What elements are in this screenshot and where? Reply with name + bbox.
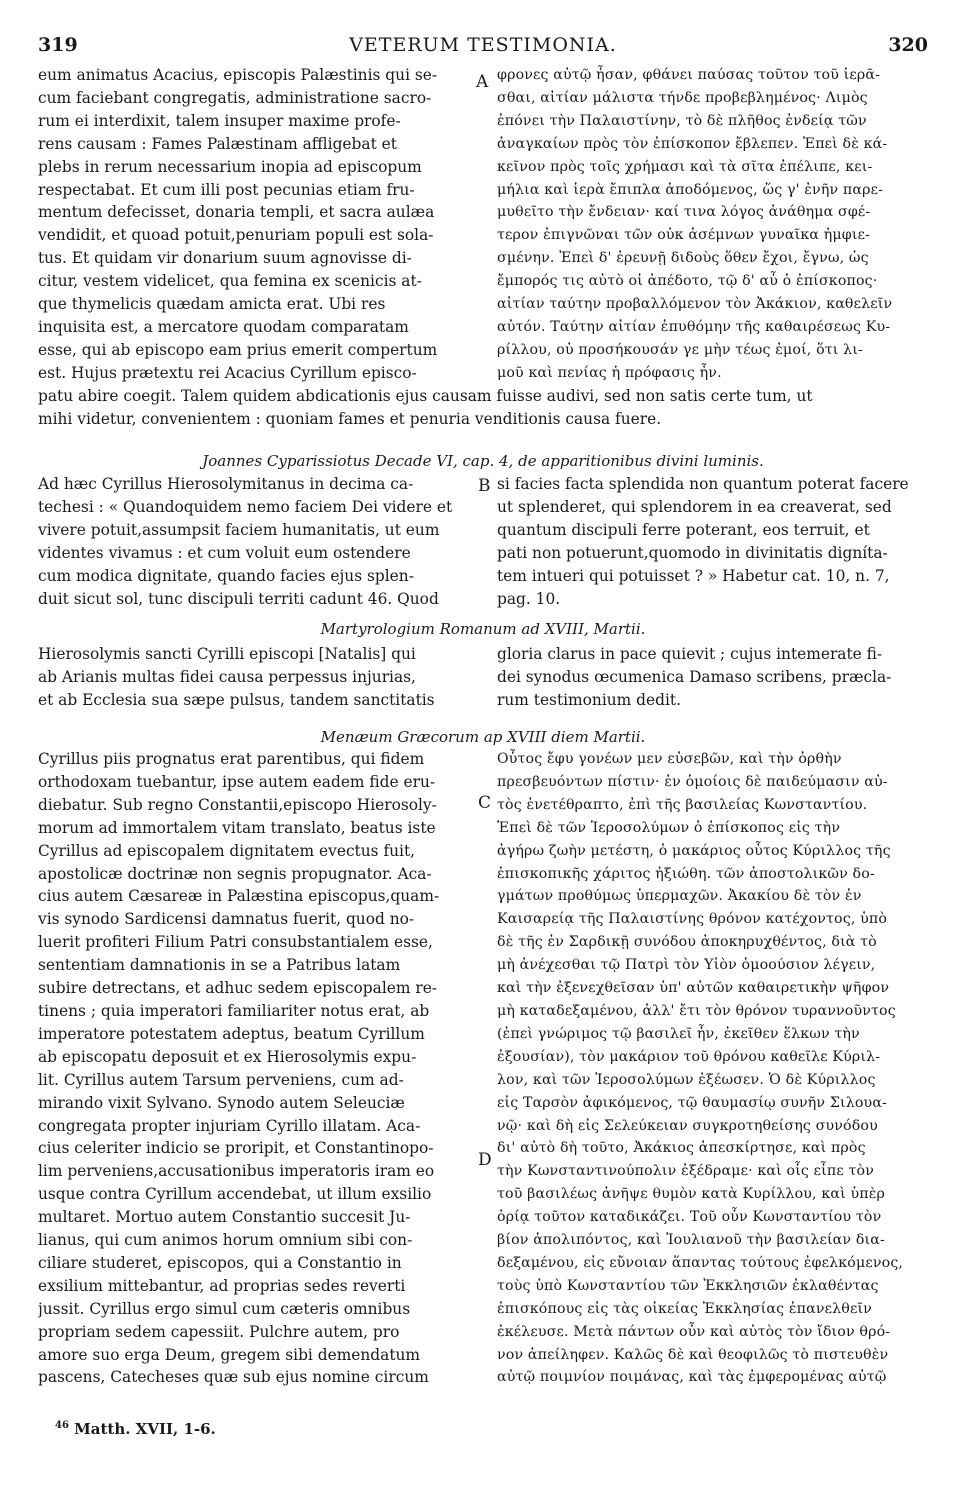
text-line: Ad hæc Cyrillus Hierosolymitanus in decima ca-: [38, 475, 414, 493]
footnote: [55, 1420, 216, 1438]
text-line: μὴ καταδεξαμένου, ἀλλ' ἔτι τὸν θρόνον τυραννοῦντος: [497, 1002, 896, 1019]
text-line: κεῖνον πρὸς τοῖς χρήμασι καὶ τὰ σῖτα ἐπέλιπε, κει-: [497, 158, 873, 175]
text-line: φρονες αὐτῷ ἦσαν, φθάνει παύσας τοῦτον τοῦ ἱερᾶ-: [497, 67, 881, 83]
text-line: diebatur. Sub regno Constantii,episcopo Hierosoly-: [38, 795, 437, 814]
text-line: vendidit, et quoad potuit,penuriam populi est sola-: [38, 226, 434, 245]
section2-right-column: [497, 473, 928, 610]
margin-marker-a: A: [476, 72, 489, 92]
text-line: Cyrillus ad episcopalem dignitatem evectus fuit,: [38, 841, 416, 860]
text-line: amore suo erga Deum, gregem sibi demendatum: [38, 1345, 421, 1364]
text-line: exsilium mittebantur, ad proprias sedes reverti: [38, 1276, 406, 1295]
text-line: ὁρίᾳ τοῦτον καταδικάζει. Τοῦ οὖν Κωνσταντίου τὸν: [497, 1209, 882, 1226]
text-line: σμένην. Ἐπεὶ δ' ἐρευνῇ διδοὺς ὅθεν ἔχοι, ἔγνω, ὡς: [497, 250, 869, 267]
text-line: νον ἀπείληφεν. Καλῶς δὲ καὶ θεοφιλῶς τὸ πιστευθὲν: [497, 1346, 889, 1363]
text-line: lit. Cyrillus autem Tarsum perveniens, cum ad-: [38, 1070, 404, 1089]
text-line: ἐπόνει τὴν Παλαιστίνην, τὸ δὲ πλῆθος ἐνδείᾳ τῶν: [497, 112, 867, 129]
text-line: σθαι, αἰτίαν μάλιστα τήνδε προβεβλημένος· Λιμὸς: [497, 89, 868, 106]
text-line: αὐτόν. Ταύτην αἰτίαν ἐπυθόμην τῆς καθαιρέσεως Κυ-: [497, 318, 891, 335]
text-line: sententiam damnationis in se a Patribus latam: [38, 956, 401, 975]
footnote-number: 46: [55, 1420, 69, 1431]
text-line: lianus, qui cum animos horum omnium sibi con-: [38, 1231, 413, 1250]
text-line: luerit profiteri Filium Patri consubstantialem esse,: [38, 933, 433, 952]
text-line: μὴ ἀνέχεσθαι τῷ Πατρὶ τὸν Υἱὸν ὁμοούσιον λέγειν,: [497, 957, 876, 974]
margin-marker-b: B: [478, 476, 491, 496]
text-line: esse, qui ab episcopo eam prius emerit compertum: [38, 340, 438, 359]
text-line: pati non potuerunt,quomodo in divinitatis digníta-: [497, 543, 888, 562]
text-line: ἀγήρω ζωὴν μετέστη, ὁ μακάριος οὗτος Κύριλλος τῆς: [497, 842, 891, 859]
text-line: ciliare studeret, episcopos, qui a Constantio in: [38, 1253, 402, 1272]
text-line: vivere potuit,assumpsit faciem humanitatis, ut eum: [38, 520, 440, 539]
text-line: patu abire coegit. Talem quidem abdicationis ejus causam fuisse audivi, sed non satis certe tum, ut: [38, 387, 813, 405]
text-line: τερον ἐπιγνῶναι τῶν οὐκ ἀσέμνων γυναῖκα ἠμφιε-: [497, 227, 871, 244]
text-line: respectabat. Et cum illi post pecunias etiam fru-: [38, 180, 415, 199]
text-line: δι' αὐτὸ δὴ τοῦτο, Ἀκάκιος ἀπεσκίρτησε, καὶ πρὸς: [497, 1140, 866, 1157]
text-line: εἰς Ταρσὸν ἀφικόμενος, τῷ θαυμασίῳ συνῆν Σιλουα-: [497, 1094, 887, 1111]
text-line: tem intueri qui potuisset ? » Habetur cat. 10, n. 7,: [497, 566, 890, 585]
page-number-left: 319: [38, 34, 78, 56]
text-line: inquisita est, a mercatore quodam comparatam: [38, 317, 409, 336]
text-line: orthodoxam tuebantur, ipse autem eadem fide eru-: [38, 772, 436, 791]
text-line: cius autem Cæsareæ in Palæstina episcopus,quam-: [38, 887, 440, 906]
running-header: [38, 34, 928, 62]
text-line: mihi videtur, convenientem : quoniam fames et penuria venditionis causa fuere.: [38, 409, 662, 428]
text-line: gloria clarus in pace quievit ; cujus intemerate fi-: [497, 645, 883, 663]
text-line: ἐπισκόπους εἰς τὰς οἰκείας Ἐκκλησίας ἐπανελθεῖν: [497, 1300, 872, 1317]
section3-left-column: [38, 643, 473, 712]
text-line: cius celeriter indicio se proripit, et Constantinopo-: [38, 1139, 434, 1158]
text-line: citur, vestem videlicet, qua femina ex scenicis at-: [38, 272, 422, 291]
section1-latin-column: [38, 64, 473, 385]
text-line: δεξαμένου, εἰς εὔνοιαν ἅπαντας τούτους ἐφελκόμενος,: [497, 1254, 904, 1271]
text-line: Καισαρείᾳ τῆς Παλαιστίνης θρόνον κατέχοντος, ὑπὸ: [497, 911, 888, 928]
text-line: imperatore potestatem adeptus, beatum Cyrillum: [38, 1024, 425, 1043]
section2-heading: Joannes Cyparissiotus Decade VI, cap. 4, de apparitionibus divini luminis.: [202, 452, 764, 470]
text-line: μήλια καὶ ἱερὰ ἔπιπλα ἀποδόμενος, ὥς γ' ἐνῆν παρε-: [497, 181, 884, 198]
text-line: pag. 10.: [497, 589, 561, 608]
section3-right-column: [497, 643, 928, 712]
text-line: γμάτων προθύμως ὑπερμαχῶν. Ἀκακίου δὲ τὸν ἐν: [497, 888, 862, 905]
text-line: ἐπισκοπικῆς χάριτος ἠξιώθη. τῶν ἀποστολικῶν δο-: [497, 865, 875, 882]
text-line: Hierosolymis sancti Cyrilli episcopi [Natalis] qui: [38, 645, 416, 663]
section1-full-width-text: [38, 385, 928, 431]
text-line: multaret. Mortuo autem Constantio succesit Ju-: [38, 1208, 411, 1227]
text-line: rum testimonium dedit.: [497, 690, 681, 709]
text-line: mentum defecisset, donaria templi, et sacra aulæa: [38, 203, 435, 222]
text-line: ἔμπορός τις αὐτὸ οἱ ἀπέδοτο, τῷ δ' αὖ ὁ ἐπίσκοπος·: [497, 273, 878, 290]
text-line: μυθεῖτο τὴν ἔνδειαν· καί τινα λόγος ἀνάθημα σφέ-: [497, 204, 871, 221]
text-line: usque contra Cyrillum accendebat, ut illum exsilio: [38, 1185, 432, 1204]
section1-greek-column: [497, 64, 928, 385]
margin-marker-d: D: [478, 1150, 492, 1170]
text-line: ab Arianis multas fidei causa perpessus injurias,: [38, 667, 416, 686]
text-line: νῷ· καὶ δὴ εἰς Σελεύκειαν συγκροτηθείσης συνόδου: [497, 1117, 878, 1134]
text-line: techesi : « Quandoquidem nemo faciem Dei videre et: [38, 497, 453, 516]
text-line: Ἐπεὶ δὲ τῶν Ἱεροσολύμων ὁ ἐπίσκοπος εἰς τὴν: [497, 819, 841, 836]
section4-latin-column: [38, 748, 473, 1389]
text-line: rens causam : Fames Palæstinam affligebat et: [38, 134, 397, 153]
text-line: βίον ἀπολιπόντος, καὶ Ἰουλιανοῦ τὴν βασιλείαν δια-: [497, 1232, 885, 1249]
text-line: ab episcopatu deposuit et ex Hierosolymis expu-: [38, 1047, 417, 1066]
text-line: et ab Ecclesia sua sæpe pulsus, tandem sanctitatis: [38, 690, 435, 709]
text-line: δὲ τῆς ἐν Σαρδικῇ συνόδου ἀποκηρυχθέντος, διὰ τὸ: [497, 934, 877, 951]
running-title: VETERUM TESTIMONIA.: [349, 34, 617, 56]
text-line: morum ad immortalem vitam translato, beatus iste: [38, 818, 436, 837]
text-line: αἰτίαν ταύτην προβαλλόμενον τὸν Ἀκάκιον, καθελεῖν: [497, 296, 893, 313]
text-line: ἀναγκαίων πρὸς τὸν ἐπίσκοπον ἔβλεπεν. Ἐπεὶ δὲ κά-: [497, 135, 888, 152]
text-line: ρίλλου, οὐ προσήκουσάν γε μὴν τέως ἐμοί, ὅτι λι-: [497, 341, 863, 358]
text-line: πρεσβευόντων πίστιν· ἐν ὁμοίοις δὲ παιδεύμασιν αὐ-: [497, 773, 888, 790]
text-line: apostolicæ doctrinæ non segnis propugnator. Aca-: [38, 864, 432, 883]
text-line: propriam sedem capessiit. Pulchre autem, pro: [38, 1322, 400, 1341]
text-line: subire detrectans, et adhuc sedem episcopalem re-: [38, 979, 438, 998]
text-line: eum animatus Acacius, episcopis Palæstinis qui se-: [38, 66, 438, 84]
page-number-right: 320: [888, 34, 928, 56]
text-line: τοὺς ὑπὸ Κωνσταντίου τῶν Ἐκκλησιῶν ἐκλαθέντας: [497, 1277, 879, 1294]
section3-heading: Martyrologium Romanum ad XVIII, Martii.: [320, 620, 646, 638]
text-line: ἐκέλευσε. Μετὰ πάντων οὖν καὶ αὐτὸς τὸν ἴδιον θρό-: [497, 1323, 891, 1340]
text-line: rum ei interdixit, talem insuper maxime profe-: [38, 111, 401, 130]
text-line: congregata propter injuriam Cyrillo illatam. Aca-: [38, 1116, 421, 1135]
text-line: τοῦ βασιλέως ἀνῆψε θυμὸν κατὰ Κυρίλλου, καὶ ὑπὲρ: [497, 1186, 885, 1203]
section4-heading: Menæum Græcorum ap XVIII diem Martii.: [320, 728, 646, 746]
text-line: Cyrillus piis prognatus erat parentibus, qui fidem: [38, 750, 425, 768]
text-line: λον, καὶ τῶν Ἱεροσολύμων ἐξέωσεν. Ὁ δὲ Κύριλλος: [497, 1071, 876, 1088]
section2-left-column: [38, 473, 473, 610]
text-line: Οὗτος ἔφυ γονέων μεν εὐσεβῶν, καὶ τὴν ὀρθὴν: [497, 751, 842, 767]
text-line: si facies facta splendida non quantum poterat facere: [497, 475, 909, 493]
text-line: ἐξουσίαν), τὸν μακάριον τοῦ θρόνου καθεῖλε Κύριλ-: [497, 1048, 881, 1065]
text-line: duit sicut sol, tunc discipuli territi cadunt 46. Quod: [38, 589, 439, 608]
text-line: μοῦ καὶ πενίας ἡ πρόφασις ἦν.: [497, 364, 722, 381]
text-line: pascens, Catecheses quæ sub ejus nomine circum: [38, 1368, 429, 1387]
text-line: dei synodus œcumenica Damaso scribens, præcla-: [497, 667, 892, 686]
text-line: quantum discipuli ferre poterant, eos terruit, et: [497, 520, 870, 539]
text-line: καὶ τὴν ἐξενεχθεῖσαν ὑπ' αὐτῶν καθαιρετικὴν ψῆφον: [497, 980, 890, 997]
text-line: αὐτῷ ποιμνίον ποιμάνας, καὶ τὰς ἐμφερομένας αὐτῷ: [497, 1369, 887, 1386]
text-line: plebs in rerum necessarium inopia ad episcopum: [38, 157, 422, 176]
text-line: ut splenderet, qui splendorem in ea creaverat, sed: [497, 497, 892, 516]
text-line: que thymelicis quædam amicta erat. Ubi res: [38, 295, 386, 314]
text-line: cum modica dignitate, quando facies ejus splen-: [38, 566, 414, 585]
margin-marker-c: C: [478, 793, 492, 813]
text-line: (ἐπεὶ γνώριμος τῷ βασιλεῖ ἦν, ἐκεῖθεν ἕλκων τὴν: [497, 1025, 860, 1042]
text-line: τὴν Κωνσταντινούπολιν ἐξέδραμε· καὶ οἷς εἶπε τὸν: [497, 1163, 874, 1180]
text-line: cum faciebant congregatis, administratione sacro-: [38, 88, 432, 107]
text-line: lim perveniens,accusationibus imperatoris iram eo: [38, 1162, 435, 1181]
text-line: est. Hujus prætextu rei Acacius Cyrillum episco-: [38, 363, 417, 382]
text-line: mirando vixit Sylvano. Synodo autem Seleuciæ: [38, 1093, 405, 1112]
text-line: tus. Et quidam vir donarium suum agnovisse di-: [38, 249, 412, 268]
footnote-text: Matth. XVII, 1-6.: [74, 1420, 216, 1438]
text-line: vis synodo Sardicensi damnatus fuerit, quod no-: [38, 910, 415, 929]
text-line: videntes vivamus : et cum voluit eum ostendere: [38, 543, 411, 562]
text-line: jussit. Cyrillus ergo simul cum cæteris omnibus: [38, 1299, 411, 1318]
section4-greek-column: [497, 748, 928, 1389]
text-line: τὸς ἐνετέθραπτο, ἐπὶ τῆς βασιλείας Κωνσταντίου.: [497, 796, 868, 813]
text-line: tinens ; quia imperatori familiariter notus erat, ab: [38, 1001, 430, 1020]
